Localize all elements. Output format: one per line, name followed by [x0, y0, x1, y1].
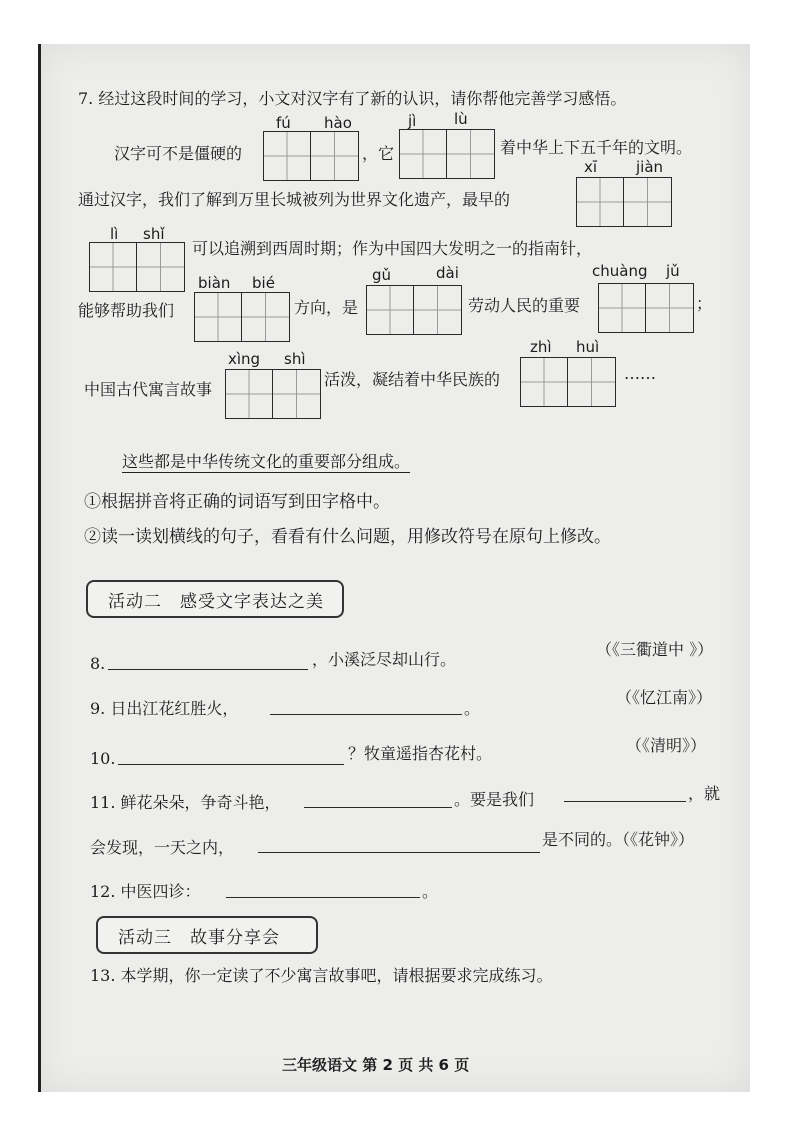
activity-three-header: 活动三 故事分享会	[96, 916, 318, 954]
q13-text: 13. 本学期，你一定读了不少寓言故事吧，请根据要求完成练习。	[90, 966, 553, 985]
q11-line1-c: ，就	[688, 784, 721, 803]
q7-line5-c: ……	[624, 364, 656, 383]
q8-text: ，小溪泛尽却山行。	[312, 650, 457, 669]
q8-number: 8.	[90, 654, 106, 673]
q7-line5-a: 中国古代寓言故事	[84, 380, 213, 399]
pinyin-gu: gǔ	[372, 266, 392, 284]
tianzige-xijian[interactable]	[576, 177, 672, 227]
pinyin-xi: xī	[584, 158, 598, 176]
q11-answer-blank-2[interactable]	[564, 800, 686, 802]
q12-text: 12. 中医四诊：	[90, 882, 201, 901]
q7-line1-a: 汉字可不是僵硬的	[114, 144, 243, 163]
q10-text: ？牧童遥指杏花村。	[348, 744, 493, 763]
pinyin-zhi: zhì	[530, 338, 552, 356]
pinyin-jian: jiàn	[636, 158, 664, 176]
q8-answer-blank[interactable]	[108, 668, 308, 670]
q10-answer-blank[interactable]	[118, 763, 344, 765]
tianzige-jilu[interactable]	[399, 129, 495, 179]
pinyin-li: lì	[110, 225, 119, 243]
pinyin-bian: biàn	[198, 274, 231, 292]
q8-source: （《三衢道中 》）	[596, 640, 714, 659]
pinyin-fu: fú	[276, 114, 291, 132]
page-footer: 三年级语文 第 2 页 共 6 页	[282, 1056, 470, 1074]
q7-line1-b: ，它	[362, 144, 395, 163]
pinyin-chuang: chuàng	[592, 262, 648, 280]
pinyin-hao: hào	[324, 114, 352, 132]
underlined-sentence[interactable]: 这些都是中华传统文化的重要部分组成。	[122, 452, 411, 471]
pinyin-hui: huì	[576, 338, 600, 356]
tianzige-bianbie[interactable]	[194, 292, 290, 342]
q11-answer-blank-1[interactable]	[304, 806, 452, 808]
q7-intro: 7. 经过这段时间的学习，小文对汉字有了新的认识，请你帮他完善学习感悟。	[78, 89, 627, 108]
q11-line1-b: 。要是我们	[454, 790, 535, 809]
pinyin-dai: dài	[436, 264, 459, 282]
q7-task1: ①根据拼音将正确的词语写到田字格中。	[84, 492, 390, 512]
q9-answer-blank[interactable]	[270, 713, 462, 715]
tianzige-lishi[interactable]	[89, 242, 185, 292]
tianzige-zhihui[interactable]	[520, 357, 616, 407]
tianzige-chuangju[interactable]	[598, 283, 694, 333]
q11-line1-a: 11. 鲜花朵朵，争奇斗艳，	[90, 793, 281, 812]
pinyin-xing: xìng	[228, 350, 261, 368]
activity-two-header: 活动二 感受文字表达之美	[86, 580, 344, 618]
q7-line2: 通过汉字，我们了解到万里长城被列为世界文化遗产，最早的	[78, 190, 511, 209]
tianzige-xingshi[interactable]	[225, 369, 321, 419]
q7-line3: 可以追溯到西周时期；作为中国四大发明之一的指南针，	[192, 239, 593, 258]
tianzige-gudai[interactable]	[366, 285, 462, 335]
q12-answer-blank[interactable]	[226, 896, 420, 898]
q10-number: 10.	[90, 749, 116, 768]
q11-line2-b: 是不同的。（《花钟》）	[542, 830, 695, 849]
q9-end: 。	[464, 699, 481, 718]
q10-source: （《清明》）	[626, 736, 707, 755]
pinyin-lu: lù	[454, 110, 468, 128]
pinyin-shi2: shì	[284, 350, 306, 368]
pinyin-bie: bié	[252, 274, 275, 292]
q7-line4-d: ；	[696, 294, 713, 313]
q7-task2: ②读一读划横线的句子，看看有什么问题，用修改符号在原句上修改。	[84, 527, 611, 547]
q9-text: 9. 日出江花红胜火，	[90, 699, 239, 718]
tianzige-fuhao[interactable]	[263, 131, 359, 181]
q7-line1-c: 着中华上下五千年的文明。	[500, 138, 693, 157]
pinyin-ju: jǔ	[666, 262, 680, 280]
q7-line4-c: 劳动人民的重要	[468, 296, 581, 315]
q7-line4-a: 能够帮助我们	[78, 301, 175, 320]
q11-line2-a: 会发现，一天之内，	[90, 838, 235, 857]
q9-source: （《忆江南》）	[616, 688, 713, 707]
q12-end: 。	[422, 882, 439, 901]
pinyin-ji: jì	[408, 112, 417, 130]
q7-line5-b: 活泼，凝结着中华民族的	[324, 370, 501, 389]
pinyin-shi: shǐ	[143, 225, 165, 243]
q7-line4-b: 方向，是	[294, 298, 359, 317]
page-binding-edge	[38, 44, 41, 1092]
q11-answer-blank-3[interactable]	[258, 851, 540, 853]
